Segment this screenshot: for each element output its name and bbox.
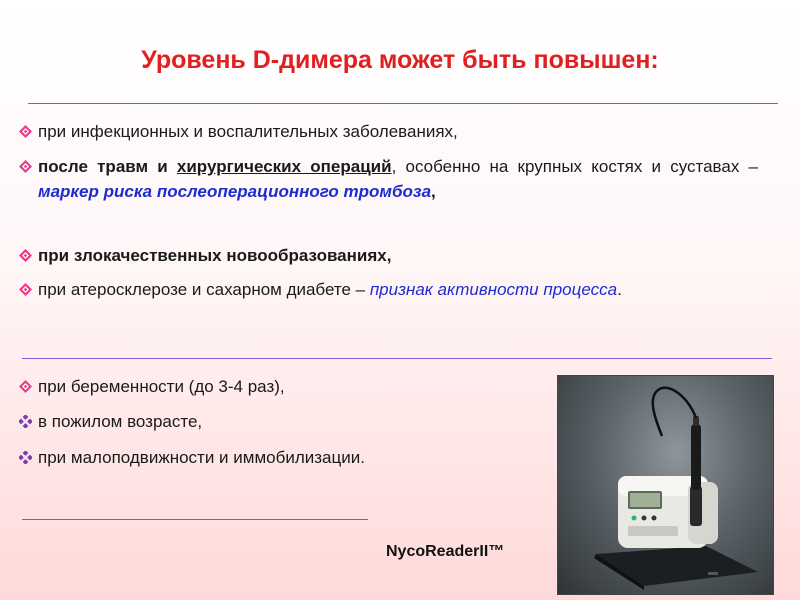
bullet-text-comma: , <box>431 182 436 201</box>
bullet-infectious <box>38 119 778 144</box>
bullet-text: в пожилом возрасте, <box>38 412 203 431</box>
bullet-text-bold: при злокачественных новообразованиях, <box>38 246 392 265</box>
bullet-immobilization <box>38 445 538 470</box>
diamond-bullet-icon <box>19 125 32 138</box>
bullet-atherosclerosis <box>38 277 756 302</box>
clover-bullet-icon <box>19 451 32 464</box>
bullet-text-underlined: хирургических операций <box>176 157 392 176</box>
bullet-text: при малоподвижности и иммобилизации. <box>38 448 365 467</box>
bullet-text: , особенно на крупных костях и суставах – <box>391 157 759 176</box>
bullet-text-bold: после травм и <box>38 157 177 176</box>
clover-bullet-icon <box>19 415 32 428</box>
device-photo <box>557 375 774 595</box>
diamond-bullet-icon <box>19 283 32 296</box>
bullet-text-period: . <box>617 280 622 299</box>
bullet-text-highlight: маркер риска послеоперационного тромбоза <box>38 182 432 201</box>
bullet-text-highlight: признак активности процесса <box>369 280 618 299</box>
slide-title: Уровень D-димера может быть повышен: <box>141 46 659 74</box>
bullet-text: при беременности (до 3-4 раз), <box>38 377 285 396</box>
diamond-bullet-icon <box>19 380 32 393</box>
divider-bottom <box>22 519 368 520</box>
diamond-bullet-icon <box>19 160 32 173</box>
bullet-trauma <box>38 154 758 204</box>
bullet-text: при инфекционных и воспалительных заболеваниях, <box>38 122 458 141</box>
bullet-malignant <box>38 243 778 268</box>
image-caption: NycoReaderII™ <box>386 543 505 560</box>
bullet-text: при атеросклерозе и сахарном диабете – <box>38 280 370 299</box>
divider-middle <box>22 358 772 359</box>
bullet-elderly <box>38 409 538 434</box>
diamond-bullet-icon <box>19 249 32 262</box>
bullet-pregnancy <box>38 374 538 399</box>
divider-top <box>28 103 778 104</box>
